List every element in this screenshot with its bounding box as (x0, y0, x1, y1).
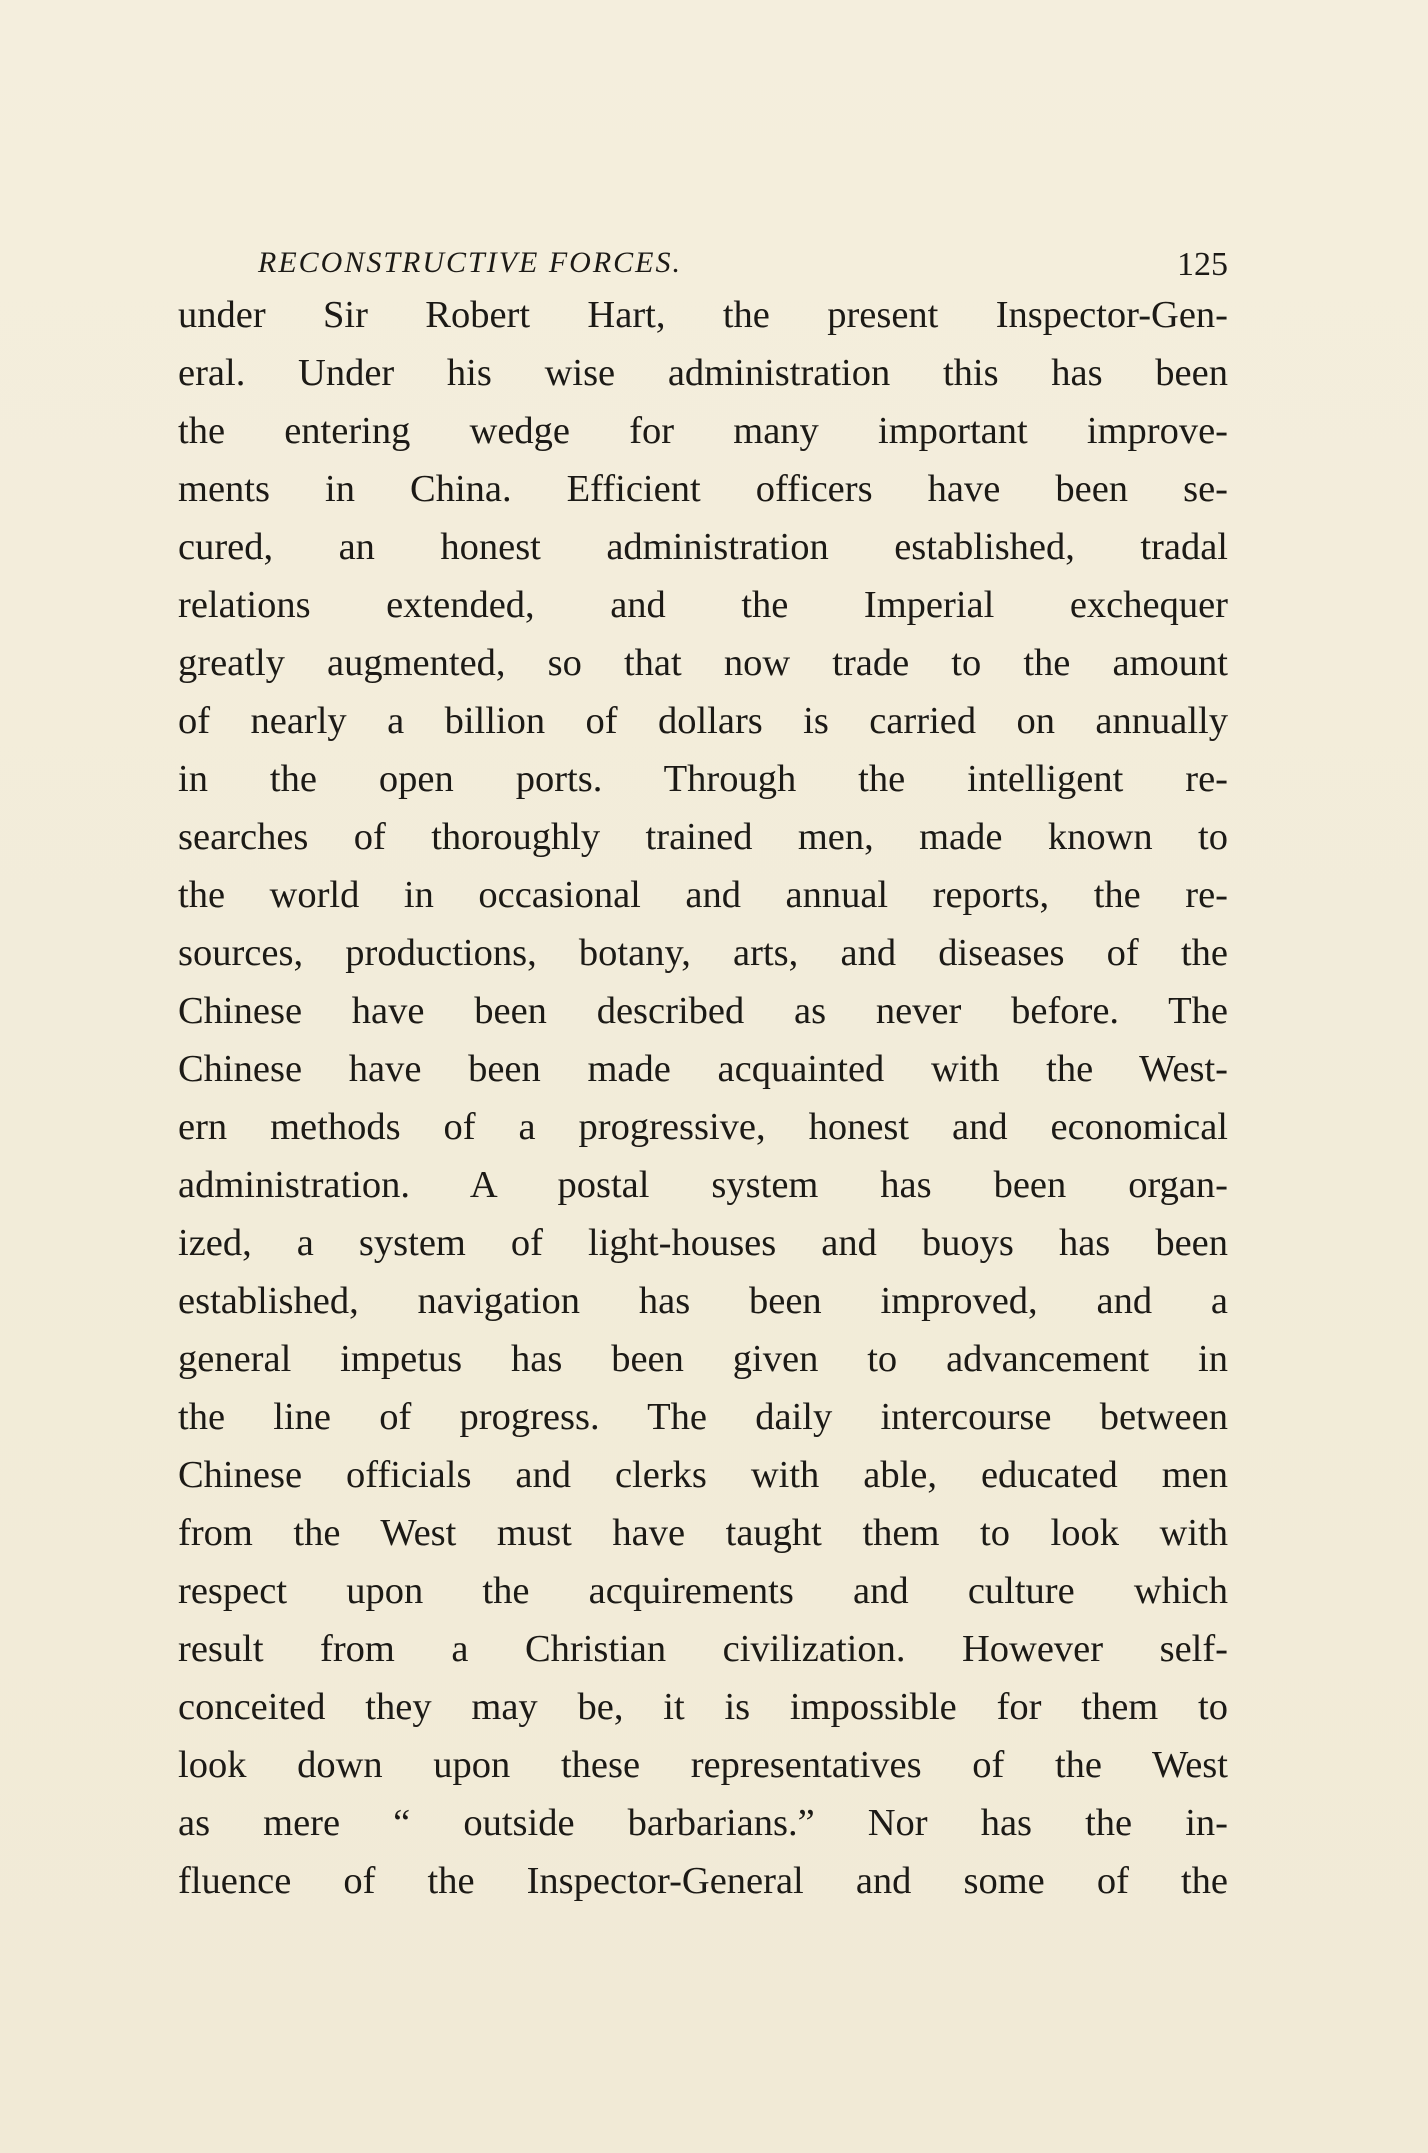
text-line: ized, a system of light-houses and buoys has been (178, 1222, 1228, 1264)
text-line: in the open ports. Through the intelligent re- (178, 758, 1228, 800)
text-line: administration. A postal system has been organ- (178, 1164, 1228, 1206)
text-line: cured, an honest administration established, tradal (178, 526, 1228, 568)
text-line: relations extended, and the Imperial exchequer (178, 584, 1228, 626)
body-text (178, 286, 1228, 1966)
text-line: Chinese have been described as never before. The (178, 990, 1228, 1032)
text-line: under Sir Robert Hart, the present Inspector-Gen- (178, 294, 1228, 336)
text-line: established, navigation has been improved, and a (178, 1280, 1228, 1322)
text-line: result from a Christian civilization. However self- (178, 1628, 1228, 1670)
running-title: RECONSTRUCTIVE FORCES. (258, 246, 682, 279)
text-line: ments in China. Efficient officers have been se- (178, 468, 1228, 510)
text-line: conceited they may be, it is impossible for them to (178, 1686, 1228, 1728)
running-head (178, 246, 1228, 290)
text-line: the world in occasional and annual reports, the re- (178, 874, 1228, 916)
text-line: Chinese officials and clerks with able, educated men (178, 1454, 1228, 1496)
text-line: sources, productions, botany, arts, and diseases of the (178, 932, 1228, 974)
text-line: fluence of the Inspector-General and some of the (178, 1860, 1228, 1902)
text-line: from the West must have taught them to look with (178, 1512, 1228, 1554)
text-line: of nearly a billion of dollars is carried on annually (178, 700, 1228, 742)
text-line: respect upon the acquirements and culture which (178, 1570, 1228, 1612)
text-line: ern methods of a progressive, honest and economical (178, 1106, 1228, 1148)
text-line: greatly augmented, so that now trade to the amount (178, 642, 1228, 684)
text-line: eral. Under his wise administration this has been (178, 352, 1228, 394)
text-line: as mere “ outside barbarians.” Nor has the in- (178, 1802, 1228, 1844)
text-line: searches of thoroughly trained men, made known to (178, 816, 1228, 858)
page-number: 125 (1177, 246, 1228, 283)
text-line: look down upon these representatives of the West (178, 1744, 1228, 1786)
text-line: general impetus has been given to advancement in (178, 1338, 1228, 1380)
text-line: Chinese have been made acquainted with the West- (178, 1048, 1228, 1090)
text-line: the line of progress. The daily intercourse between (178, 1396, 1228, 1438)
text-line: the entering wedge for many important improve- (178, 410, 1228, 452)
